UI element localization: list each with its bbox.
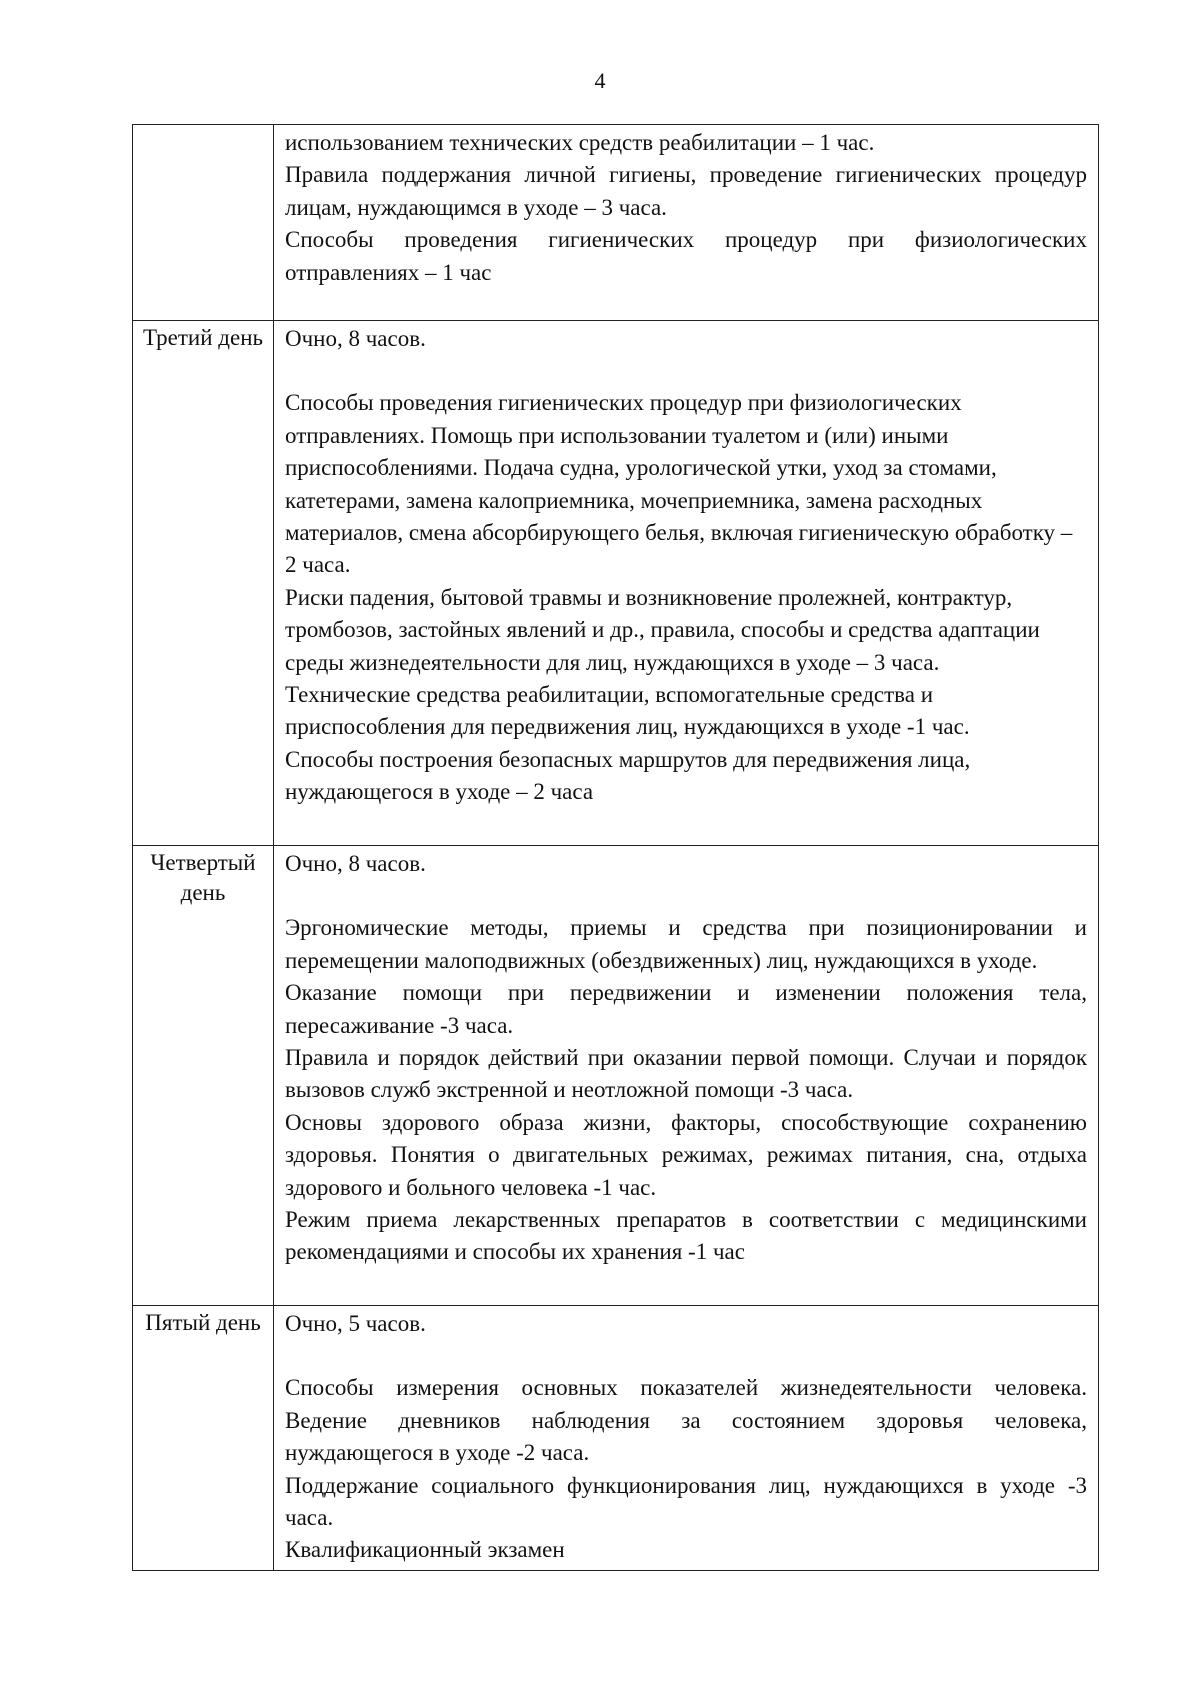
content-cell [274,1306,1099,1571]
table-row [133,321,1099,846]
content-cell [274,125,1099,321]
topic-paragraph: Способы построения безопасных маршрутов для передвижения лица, нуждающегося в уходе – 2 часа [285,746,971,805]
day-cell: Третий день [133,321,274,846]
day-cell: Пятый день [133,1306,274,1571]
table-row [133,846,1099,1306]
table-row [133,125,1099,321]
topic-paragraph: Правила поддержания личной гигиены, проведение гигиенических процедур лицам, нуждающимся в уходе – 3 часа. [285,162,1087,220]
session-format: Очно, 5 часов. [285,1311,426,1336]
topic-paragraph: Способы проведения гигиенических процедур при физиологических отправлениях. Помощь при использовании туалетом и (или) иными приспособлениями. Подача судна, урологической утки, уход за стомами, катетерами, замена калоприемника, мочеприемника, замена расходных материалов, смена абсорбирующего белья, включая гигиеническую обработку – 2 часа. [285,390,1073,578]
topic-paragraph: Эргономические методы, приемы и средства при позиционировании и перемещении малоподвижных (обездвиженных) лиц, нуждающихся в уходе. [285,915,1087,973]
session-format: Очно, 8 часов. [285,851,426,876]
page-number: 4 [594,68,606,93]
session-format: Очно, 8 часов. [285,326,426,351]
topic-paragraph: Технические средства реабилитации, вспомогательные средства и приспособления для передвижения лиц, нуждающихся в уходе -1 час. [285,682,970,740]
topic-paragraph: Способы проведения гигиенических процедур при физиологических отправлениях – 1 час [285,227,1087,285]
day-cell: Четвертый день [133,846,274,1306]
topic-paragraph: Оказание помощи при передвижении и изменении положения тела, пересаживание -3 часа. [285,980,1087,1038]
topic-paragraph: Правила и порядок действий при оказании первой помощи. Случаи и порядок вызовов служб экстренной и неотложной помощи -3 часа. [285,1045,1087,1103]
topic-paragraph: Режим приема лекарственных препаратов в соответствии с медицинскими рекомендациями и способы их хранения -1 час [285,1207,1087,1265]
day-cell [133,125,274,321]
topic-paragraph: использованием технических средств реабилитации – 1 час. [285,130,875,155]
content-cell [274,846,1099,1306]
topic-paragraph: Поддержание социального функционирования лиц, нуждающихся в уходе -3 часа. [285,1472,1087,1531]
topic-paragraph: Риски падения, бытовой травмы и возникновение пролежней, контрактур, тромбозов, застойных явлений и др., правила, способы и средства адаптации среды жизнедеятельности для лиц, нуждающихся в уходе – 3 часа. [285,584,1040,675]
topic-paragraph: Квалификационный экзамен [285,1537,565,1563]
topic-paragraph: Основы здорового образа жизни, факторы, способствующие сохранению здоровья. Понятия о двигательных режимах, режимах питания, сна, отдыха здорового и больного человека -1 час. [285,1109,1087,1200]
training-schedule-table [132,124,1099,1571]
table-row [133,1306,1099,1571]
topic-paragraph: Способы измерения основных показателей жизнедеятельности человека. Ведение дневников наблюдения за состоянием здоровья человека, нуждающегося в уходе -2 часа. [285,1375,1087,1466]
content-cell [274,321,1099,846]
